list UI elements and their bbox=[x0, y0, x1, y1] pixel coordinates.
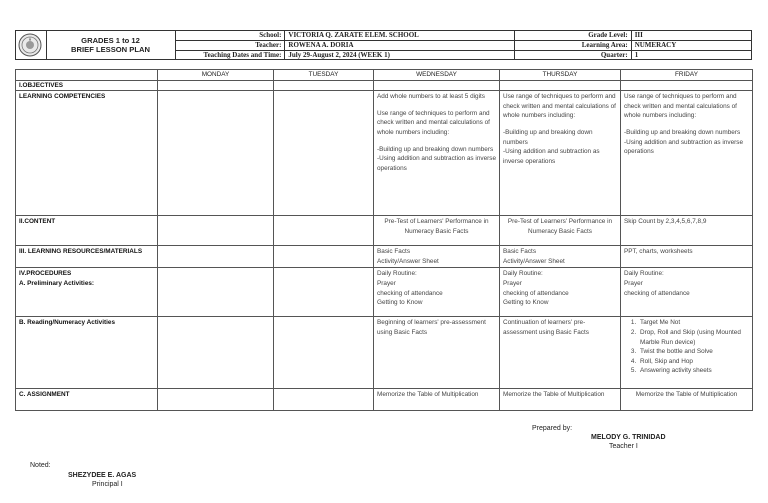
reading-label: B. Reading/Numeracy Activities bbox=[16, 317, 158, 389]
attendance-text: checking of attendance bbox=[503, 289, 569, 297]
cell bbox=[274, 216, 374, 246]
reading-row bbox=[16, 317, 753, 389]
content-label: II.CONTENT bbox=[16, 216, 158, 246]
quarter-label: Quarter: bbox=[515, 51, 631, 61]
grade-level-value: III bbox=[631, 31, 751, 41]
learning-area-value: NUMERACY bbox=[631, 41, 751, 51]
resources-wednesday bbox=[374, 246, 500, 268]
day-monday: MONDAY bbox=[158, 70, 274, 81]
competency-text: -Using addition and subtraction as inverse operations bbox=[624, 138, 744, 156]
quarter-value: 1 bbox=[634, 51, 639, 59]
routine-text: Daily Routine: bbox=[377, 270, 417, 278]
content-friday: Skip Count by 2,3,4,5,6,7,8,9 bbox=[621, 216, 753, 246]
teacher-label: Teacher: bbox=[176, 41, 285, 51]
learning-area-label: Learning Area: bbox=[515, 41, 631, 51]
objectives-row bbox=[16, 80, 753, 91]
assignment-thursday: Memorize the Table of Multiplication bbox=[500, 389, 621, 411]
competencies-row bbox=[16, 91, 753, 216]
competency-text: Add whole numbers to at least 5 digits bbox=[377, 93, 485, 101]
attendance-text: checking of attendance bbox=[624, 289, 690, 297]
teacher-signatory-role: Teacher I bbox=[609, 443, 638, 450]
resources-thursday bbox=[500, 246, 621, 268]
cell bbox=[158, 389, 274, 411]
prayer-text: Prayer bbox=[377, 279, 396, 287]
cell bbox=[274, 246, 374, 268]
attendance-text: checking of attendance bbox=[377, 289, 443, 297]
procedures-row bbox=[16, 268, 753, 317]
competency-text: -Building up and breaking down numbers bbox=[624, 128, 741, 136]
lesson-plan-title bbox=[46, 31, 176, 59]
lesson-plan-table bbox=[15, 69, 753, 411]
assignment-wednesday: Memorize the Table of Multiplication bbox=[374, 389, 500, 411]
title-line-2: BRIEF LESSON PLAN bbox=[71, 45, 150, 54]
competencies-friday bbox=[621, 91, 753, 216]
cell bbox=[158, 317, 274, 389]
school-label: School: bbox=[176, 31, 285, 41]
cell bbox=[274, 389, 374, 411]
title-line-1: GRADES 1 to 12 bbox=[81, 36, 140, 45]
competency-text: -Building up and breaking down numbers bbox=[503, 128, 593, 146]
preliminary-heading: A. Preliminary Activities: bbox=[19, 279, 95, 287]
cell bbox=[158, 80, 274, 91]
competencies-label: LEARNING COMPETENCIES bbox=[16, 91, 158, 216]
preliminary-friday bbox=[621, 268, 753, 317]
principal-signatory-name: SHEZYDEE E. AGAS bbox=[68, 472, 137, 479]
procedures-heading: IV.PROCEDURES bbox=[19, 270, 72, 278]
resources-friday: PPT, charts, worksheets bbox=[621, 246, 753, 268]
day-header-row bbox=[16, 70, 753, 81]
resources-label: III. LEARNING RESOURCES/MATERIALS bbox=[16, 246, 158, 268]
header-info-table bbox=[176, 31, 751, 60]
teacher-value: ROWENA A. DORIA bbox=[285, 41, 515, 51]
cell bbox=[274, 268, 374, 317]
cell bbox=[158, 268, 274, 317]
cell bbox=[374, 80, 500, 91]
cell bbox=[158, 91, 274, 216]
cell bbox=[274, 80, 374, 91]
competencies-thursday bbox=[500, 91, 621, 216]
cell bbox=[158, 246, 274, 268]
reading-wednesday: Beginning of learners' pre-assessment using Basic Facts bbox=[374, 317, 500, 389]
assignment-row bbox=[16, 389, 753, 411]
day-thursday: THURSDAY bbox=[500, 70, 621, 81]
competency-text: -Using addition and subtraction as inverse operations bbox=[503, 148, 600, 165]
prepared-by-label: Prepared by: bbox=[532, 425, 573, 432]
day-friday: FRIDAY bbox=[621, 70, 753, 81]
resources-row bbox=[16, 246, 753, 268]
noted-label: Noted: bbox=[30, 462, 51, 469]
teacher-signatory-name: MELODY G. TRINIDAD bbox=[591, 434, 666, 441]
teaching-dates-label: Teaching Dates and Time: bbox=[176, 51, 285, 61]
resource-text: Basic Facts bbox=[503, 248, 537, 256]
cell bbox=[274, 91, 374, 216]
preliminary-thursday bbox=[500, 268, 621, 317]
objectives-label: I.OBJECTIVES bbox=[16, 80, 158, 91]
competency-text: Use range of techniques to perform and check written and mental calculations of whole numbers including: bbox=[377, 109, 490, 136]
activity-list bbox=[624, 318, 749, 376]
assignment-friday: Memorize the Table of Multiplication bbox=[621, 389, 753, 411]
competency-text: -Building up and breaking down numbers bbox=[377, 145, 494, 153]
resource-text: Activity/Answer Sheet bbox=[377, 257, 439, 265]
school-value: VICTORIA Q. ZARATE ELEM. SCHOOL bbox=[285, 31, 515, 41]
prayer-text: Prayer bbox=[624, 279, 643, 287]
cell bbox=[158, 216, 274, 246]
content-row bbox=[16, 216, 753, 246]
competencies-wednesday bbox=[374, 91, 500, 216]
content-thursday: Pre-Test of Learners' Performance in Numeracy Basic Facts bbox=[500, 216, 621, 246]
deped-seal-cell bbox=[16, 31, 47, 59]
deped-seal-icon bbox=[16, 31, 44, 59]
content-wednesday: Pre-Test of Learners' Performance in Numeracy Basic Facts bbox=[374, 216, 500, 246]
getting-to-know-text: Getting to Know bbox=[377, 299, 423, 307]
assignment-label: C. ASSIGNMENT bbox=[16, 389, 158, 411]
routine-text: Daily Routine: bbox=[503, 270, 543, 278]
resource-text: Basic Facts bbox=[377, 248, 411, 256]
cell bbox=[500, 80, 621, 91]
reading-friday bbox=[621, 317, 753, 389]
getting-to-know-text: Getting to Know bbox=[503, 299, 549, 307]
list-item: 3. Twist the bottle and Solve bbox=[638, 347, 749, 357]
prayer-text: Prayer bbox=[503, 279, 522, 287]
preliminary-wednesday bbox=[374, 268, 500, 317]
day-wednesday: WEDNESDAY bbox=[374, 70, 500, 81]
teaching-dates-value: July 29-August 2, 2024 (WEEK 1) bbox=[285, 51, 515, 61]
grade-level-label: Grade Level: bbox=[515, 31, 631, 41]
resource-text: Activity/Answer Sheet bbox=[503, 257, 565, 265]
competency-text: Use range of techniques to perform and check written and mental calculations of whole numbers including: bbox=[503, 93, 616, 120]
list-item: 1. Target Me Not bbox=[638, 318, 749, 328]
list-item: 5. Answering activity sheets bbox=[638, 366, 749, 376]
corner-cell bbox=[16, 70, 158, 81]
competency-text: -Using addition and subtraction as inverse operations bbox=[377, 155, 497, 172]
day-tuesday: TUESDAY bbox=[274, 70, 374, 81]
routine-text: Daily Routine: bbox=[624, 270, 664, 278]
lesson-plan-header bbox=[15, 30, 752, 60]
cell bbox=[274, 317, 374, 389]
reading-thursday: Continuation of learners' pre-assessment using Basic Facts bbox=[500, 317, 621, 389]
principal-signatory-role: Principal I bbox=[92, 481, 123, 488]
list-item: 2. Drop, Roll and Skip (using Mounted Marble Run device) bbox=[638, 328, 749, 347]
cell bbox=[621, 80, 753, 91]
procedures-label bbox=[16, 268, 158, 317]
competency-text: Use range of techniques to perform and check written and mental calculations of whole numbers including: bbox=[624, 93, 737, 120]
list-item: 4. Roll, Skip and Hop bbox=[638, 357, 749, 367]
